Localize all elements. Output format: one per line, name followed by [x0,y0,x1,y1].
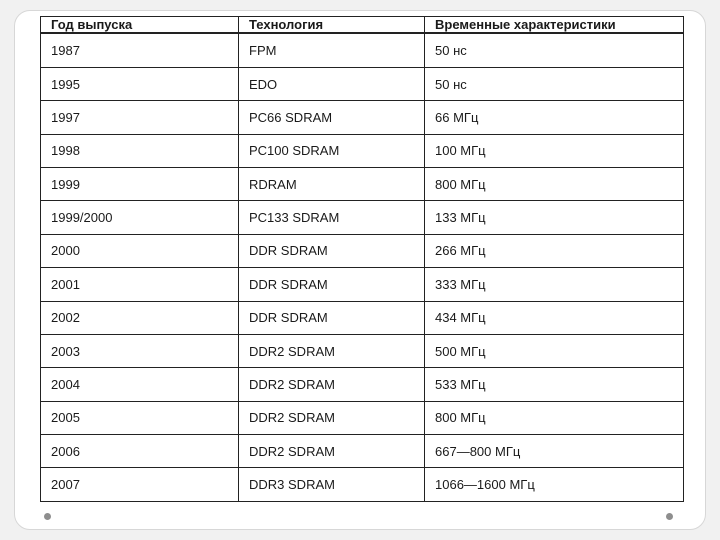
header-technology: Технология [239,17,425,34]
slide-dot-left [44,513,51,520]
year-cell: 1999/2000 [41,201,239,234]
table-row [41,168,684,201]
technology-cell: PC66 SDRAM [239,101,425,134]
table-row [41,401,684,434]
table-body [41,33,684,502]
technology-cell: DDR2 SDRAM [239,435,425,468]
year-cell: 2001 [41,268,239,301]
header-year: Год выпуска [41,17,239,34]
year-cell: 1999 [41,168,239,201]
timing-cell: 266 МГц [425,234,684,267]
table-row [41,67,684,100]
technology-cell: DDR3 SDRAM [239,468,425,502]
timing-cell: 800 МГц [425,168,684,201]
technology-cell: DDR2 SDRAM [239,334,425,367]
timing-cell: 500 МГц [425,334,684,367]
timing-cell: 100 МГц [425,134,684,167]
year-cell: 2007 [41,468,239,502]
table-header-row [41,17,684,34]
year-cell: 1998 [41,134,239,167]
technology-cell: PC133 SDRAM [239,201,425,234]
technology-cell: PC100 SDRAM [239,134,425,167]
table-row [41,201,684,234]
year-cell: 2005 [41,401,239,434]
table-row [41,368,684,401]
technology-cell: DDR2 SDRAM [239,401,425,434]
header-timing: Временные характеристики [425,17,684,34]
slide-dot-right [666,513,673,520]
technology-cell: DDR SDRAM [239,234,425,267]
timing-cell: 133 МГц [425,201,684,234]
timing-cell: 50 нс [425,67,684,100]
year-cell: 2000 [41,234,239,267]
year-cell: 2003 [41,334,239,367]
table-row [41,301,684,334]
table-row [41,234,684,267]
memory-history-table [40,16,684,502]
technology-cell: FPM [239,33,425,67]
year-cell: 2004 [41,368,239,401]
timing-cell: 333 МГц [425,268,684,301]
table-row [41,33,684,67]
year-cell: 1995 [41,67,239,100]
table-row [41,468,684,502]
timing-cell: 1066—1600 МГц [425,468,684,502]
technology-cell: DDR SDRAM [239,268,425,301]
year-cell: 2006 [41,435,239,468]
timing-cell: 800 МГц [425,401,684,434]
timing-cell: 50 нс [425,33,684,67]
table-row [41,435,684,468]
table-row [41,268,684,301]
timing-cell: 66 МГц [425,101,684,134]
timing-cell: 434 МГц [425,301,684,334]
timing-cell: 533 МГц [425,368,684,401]
memory-history-table-container [40,16,683,502]
table-row [41,101,684,134]
technology-cell: RDRAM [239,168,425,201]
technology-cell: DDR SDRAM [239,301,425,334]
year-cell: 1997 [41,101,239,134]
table-row [41,334,684,367]
year-cell: 1987 [41,33,239,67]
technology-cell: DDR2 SDRAM [239,368,425,401]
year-cell: 2002 [41,301,239,334]
technology-cell: EDO [239,67,425,100]
table-row [41,134,684,167]
timing-cell: 667—800 МГц [425,435,684,468]
